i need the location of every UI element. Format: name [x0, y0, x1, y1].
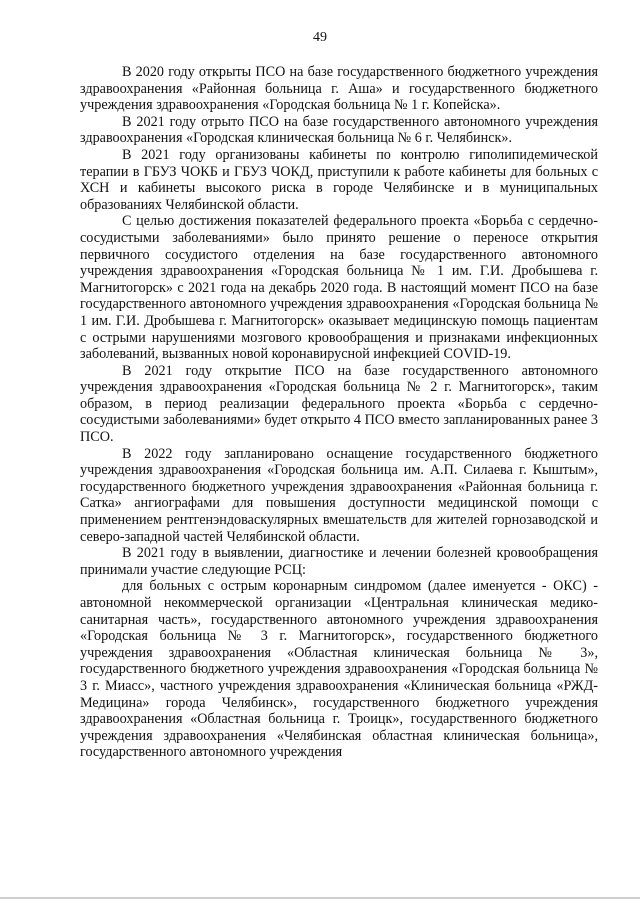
- paragraph-federal-project: С целью достижения показателей федерального проекта «Борьба с сердечно-сосудистыми заболеваниями» было принято решение о переносе открытия первичного сосудистого отделения на базе государственного автономного учреждения здравоохранения «Городская больница № 1 им. Г.И. Дробышева г. Магнитогорск» с 2021 года на декабрь 2020 года. В настоящий момент ПСО на базе государственного автономного учреждения здравоохранения «Городская больница № 1 им. Г.И. Дробышева г. Магнитогорск» оказывает медицинскую помощь пациентам с острыми нарушениями мозгового кровообращения и признаками инфекционных заболеваний, вызванных новой коронавирусной инфекцией COVID-19.: [80, 213, 598, 363]
- page-number: 49: [313, 30, 327, 45]
- paragraph-lipid-cabinets: В 2021 году организованы кабинеты по контролю гиполипидемической терапии в ГБУЗ ЧОКБ и ГБУЗ ЧОКД, приступили к работе кабинеты для больных с ХСН и кабинеты высокого риска в городе Челябинске и в муниципальных образованиях Челябинской области.: [80, 146, 598, 213]
- paragraph-oks-list: для больных с острым коронарным синдромом (далее именуется - ОКС) - автономной некоммерческой организации «Центральная клиническая медико-санитарная часть», государственного автономного учреждения здравоохранения «Городская больница № 3 г. Магнитогорск», государственного бюджетного учреждения здравоохранения «Областная клиническая больница № 3», государственного бюджетного учреждения здравоохранения «Городская больница № 3 г. Миасс», частного учреждения здравоохранения «Клиническая больница «РЖД-Медицина» города Челябинск», государственного бюджетного учреждения здравоохранения «Областная больница г. Троицк», государственного бюджетного учреждения здравоохранения «Челябинская областная клиническая больница», государственного автономного учреждения: [80, 578, 598, 761]
- paragraph-pso-magnitogorsk: В 2021 году открытие ПСО на базе государственного автономного учреждения здравоохранения «Городская больница № 2 г. Магнитогорск», таким образом, в период реализации федерального проекта «Борьба с сердечно-сосудистыми заболеваниями» будет открыто 4 ПСО вместо запланированных ранее 3 ПСО.: [80, 362, 598, 446]
- paragraph-angiographs-2022: В 2022 году запланировано оснащение государственного бюджетного учреждения здравоохранения «Городская больница им. А.П. Силаева г. Кыштым», государственного бюджетного учреждения здравоохранения «Районная больница г. Сатка» ангиографами для повышения доступности медицинской помощи с применением рентгенэндоваскулярных вмешательств для жителей горнозаводской и северо-западной частей Челябинской области.: [80, 445, 598, 545]
- paragraph-rsc-intro: В 2021 году в выявлении, диагностике и лечении болезней кровообращения принимали участие следующие РСЦ:: [80, 545, 598, 578]
- paragraph-pso-2020: В 2020 году открыты ПСО на базе государственного бюджетного учреждения здравоохранения «Районная больница г. Аша» и государственного бюджетного учреждения здравоохранения «Городская больница № 1 г. Копейска».: [80, 64, 598, 114]
- document-body: [80, 64, 598, 761]
- paragraph-pso-2021: В 2021 году отрыто ПСО на базе государственного автономного учреждения здравоохранения «Городская клиническая больница № 6 г. Челябинск».: [80, 113, 598, 147]
- page-bottom-edge: [0, 897, 640, 899]
